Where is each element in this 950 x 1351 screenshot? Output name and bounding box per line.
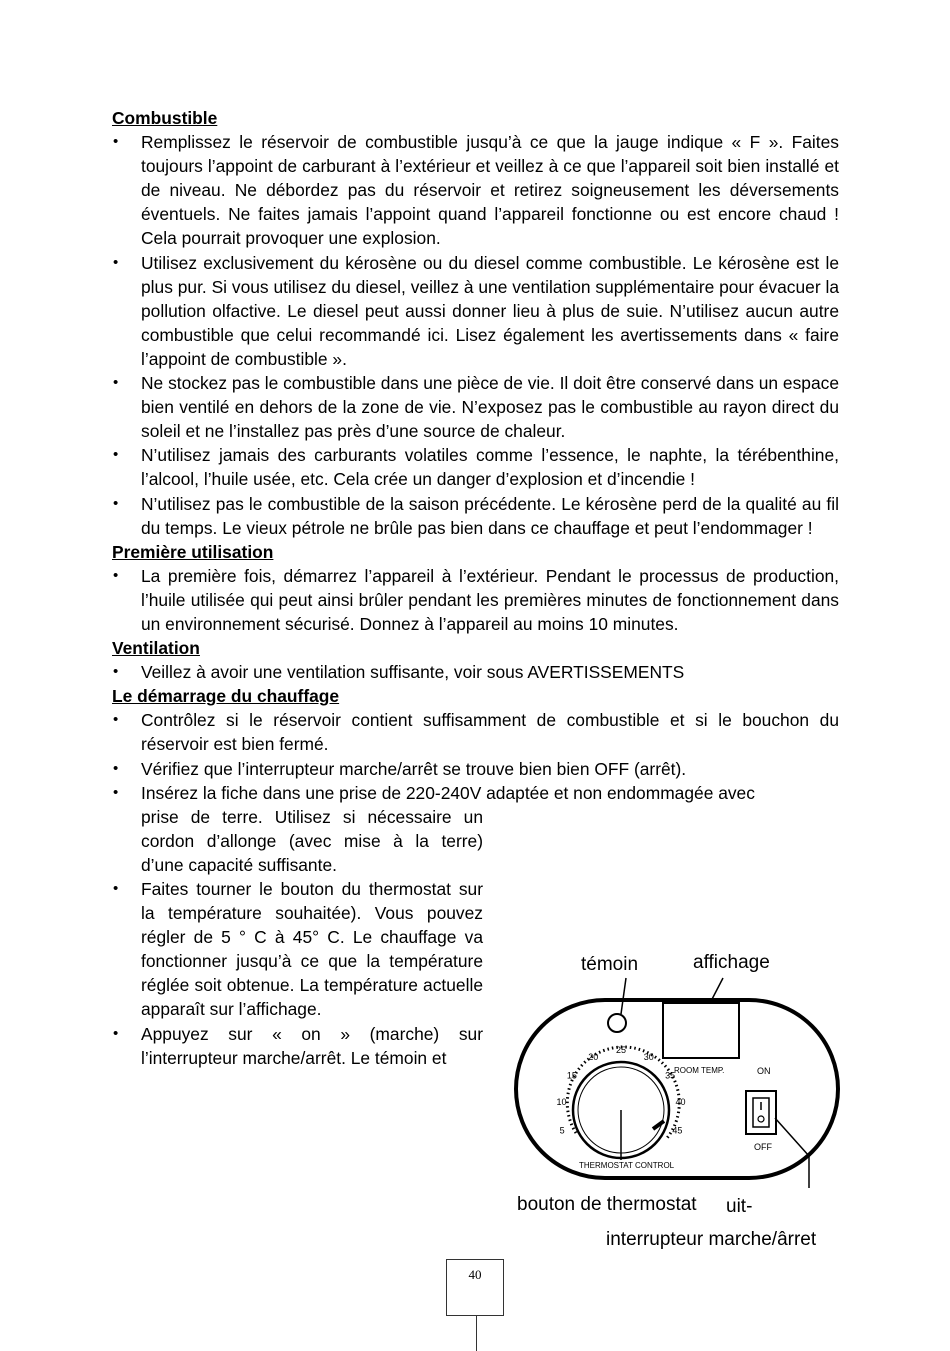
dial-number: 10 — [556, 1097, 567, 1108]
label-interrupteur: interrupteur marche/ârret — [606, 1229, 817, 1250]
switch-off-text: OFF — [754, 1142, 772, 1152]
dial-number: 35 — [665, 1070, 676, 1081]
heading-demarrage: Le démarrage du chauffage — [112, 686, 340, 707]
dial-number: 5 — [559, 1125, 565, 1136]
list-combustible — [112, 130, 839, 540]
label-affichage: affichage — [693, 952, 770, 973]
heading-ventilation: Ventilation — [112, 638, 200, 659]
list-item: • Veillez à avoir une ventilation suffisante, voir sous AVERTISSEMENTS — [112, 660, 839, 684]
document-body — [112, 106, 839, 1070]
label-temoin: témoin — [581, 954, 639, 975]
list-premiere-utilisation — [112, 564, 839, 636]
page-number-box — [446, 1259, 504, 1316]
list-item: • Vérifiez que l’interrupteur marche/arrêt se trouve bien bien OFF (arrêt). — [112, 757, 839, 781]
list-item: • Contrôlez si le réservoir contient suffisamment de combustible et si le bouchon du réservoir est bien fermé. — [112, 708, 839, 756]
heading-combustible: Combustible — [112, 108, 218, 128]
list-item: • Ne stockez pas le combustible dans une pièce de vie. Il doit être conservé dans un espace bien ventilé en dehors de la zone de vie. N’exposez pas le combustible au rayon direct du soleil et ne l’installez pas près d’une source de chaleur. — [112, 371, 839, 443]
thermostat-control-text: THERMOSTAT CONTROL — [579, 1161, 675, 1170]
page-divider-line — [476, 1315, 477, 1351]
list-item — [112, 781, 839, 877]
list-item: • N’utilisez jamais des carburants volatiles comme l’essence, le naphte, la térébenthine, l’alcool, l’huile usée, etc. Cela crée un danger d’explosion et d’incendie ! — [112, 443, 839, 491]
dial-number: 25 — [616, 1045, 627, 1055]
dial-number: 30 — [643, 1051, 654, 1062]
list-item: • Appuyez sur « on » (marche) sur l’interrupteur marche/arrêt. Le témoin et — [112, 1022, 483, 1070]
page-number: 40 — [468, 1267, 482, 1282]
label-bouton-thermostat: bouton de thermostat — [517, 1194, 697, 1215]
list-item: • La première fois, démarrez l’appareil à l’extérieur. Pendant le processus de production, l’huile utilisée qui peut ainsi brûler pendant les premières minutes de fonctionnement dans un environnement sécurisé. Donnez à l’appareil au moins 10 minutes. — [112, 564, 839, 636]
room-temp-text: ROOM TEMP. — [674, 1066, 725, 1075]
indicator-light — [608, 1014, 626, 1032]
dial-number: 15 — [566, 1070, 577, 1081]
list-demarrage — [112, 708, 839, 877]
dial-number: 20 — [588, 1051, 599, 1062]
display-window — [663, 1003, 739, 1058]
label-uit: uit- — [726, 1196, 753, 1217]
control-panel-drawing — [513, 948, 853, 1188]
list-item-rest: prise de terre. Utilisez si nécessaire un cordon d’allonge (avec mise à la terre) d’une capacité suffisante. — [141, 806, 483, 875]
list-item: • Remplissez le réservoir de combustible jusqu’à ce que la jauge indique « F ». Faites toujours l’appoint de carburant à l’extérieur et veillez à ce que l’appareil soit bien installé et de niveau. Ne débordez pas du réservoir et retirez soigneusement les déversements éventuels. Ne faites jamais l’appoint quand l’appareil fonctionne ou est encore chaud ! Cela pourrait provoquer une explosion. — [112, 130, 839, 250]
dial-number: 40 — [675, 1097, 686, 1108]
list-item: • Faites tourner le bouton du thermostat sur la température souhaitée). Vous pouvez régler de 5 ° C à 45° C. Le chauffage va fonctionner jusqu’à ce que la température réglée soit obtenue. La température actuelle apparaît sur l’affichage. — [112, 877, 483, 1022]
list-item-line: • Insérez la fiche dans une prise de 220-240V adaptée et non endommagée avec — [141, 782, 755, 803]
switch-on-text: ON — [757, 1066, 771, 1076]
list-item: • N’utilisez pas le combustible de la saison précédente. Le kérosène perd de la qualité au fil du temps. Le vieux pétrole ne brûle pas bien dans ce chauffage et peut l’endommager ! — [112, 492, 839, 540]
list-item: • Utilisez exclusivement du kérosène ou du diesel comme combustible. Le kérosène est le plus pur. Si vous utilisez du diesel, veillez à une ventilation supplémentaire pour évacuer la pollution olfactive. Le diesel peut aussi donner lieu à plus de suie. N’utilisez aucun autre combustible que celui recommandé ici. Lisez également les avertissements dans « faire l’appoint de combustible ». — [112, 251, 839, 371]
heading-premiere-utilisation: Première utilisation — [112, 541, 274, 562]
control-panel-figure — [513, 948, 853, 1258]
dial-number: 45 — [672, 1125, 683, 1136]
list-ventilation — [112, 660, 839, 684]
